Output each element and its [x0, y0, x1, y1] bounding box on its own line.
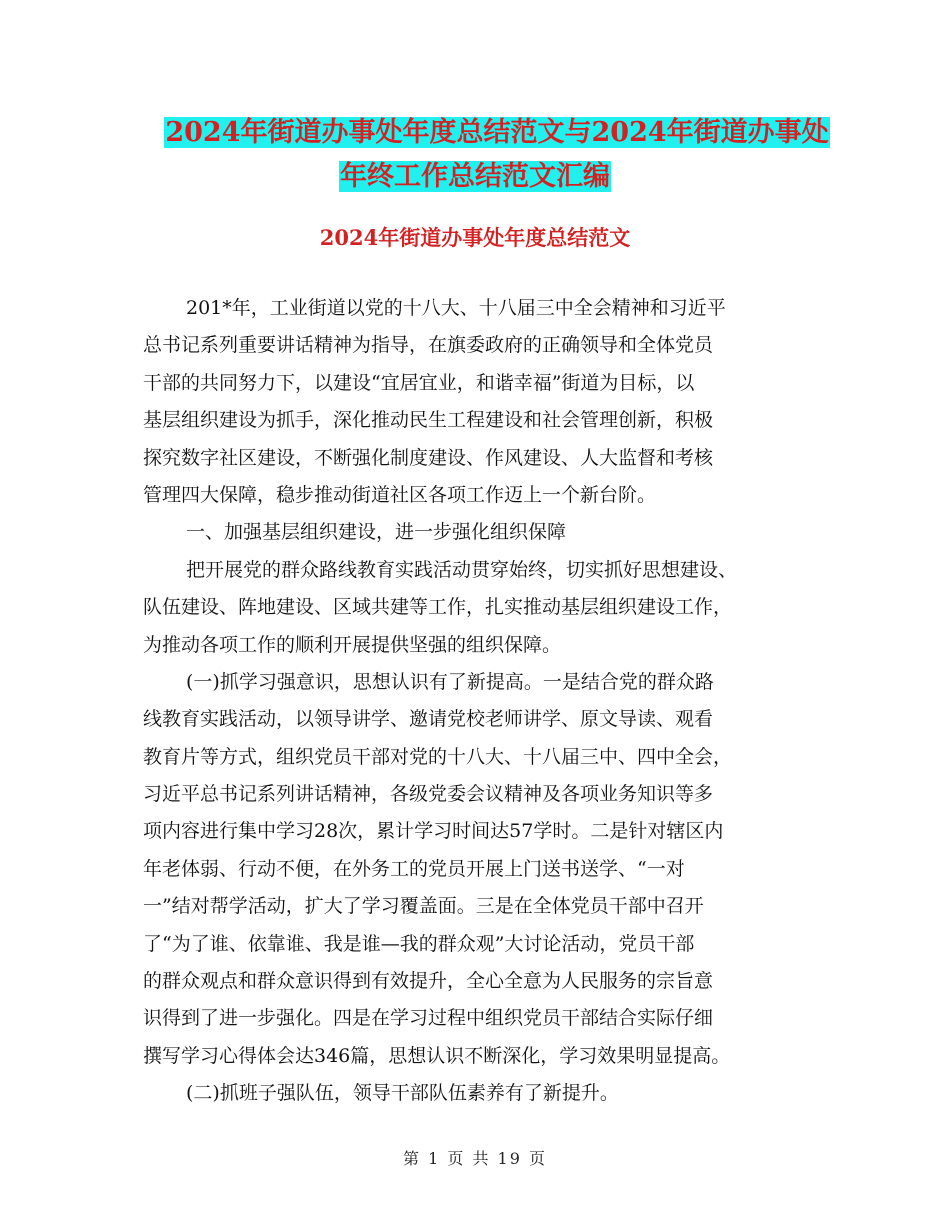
body-line: 了“为了谁、依靠谁、我是谁—我的群众观”大讨论活动，党员干部 — [143, 932, 695, 955]
body-line: 的群众观点和群众意识得到有效提升，全心全意为人民服务的宗旨意 — [143, 970, 714, 993]
document-title-line-1 — [22, 108, 950, 157]
body-line: 干部的共同努力下，以建设“宜居宜业，和谐幸福”街道为目标，以 — [143, 371, 695, 394]
body-line: 识得到了进一步强化。四是在学习过程中组织党员干部结合实际仔细 — [143, 1007, 714, 1030]
title-highlight-1: 2024年街道办事处年度总结范文与2024年街道办事处 — [165, 117, 829, 148]
body-line: 习近平总书记系列讲话精神，各级党委会议精神及各项业务知识等多 — [143, 783, 714, 806]
body-line: 201*年，工业街道以党的十八大、十八届三中全会精神和习近平 — [186, 297, 726, 319]
body-line: 一、加强基层组织建设，进一步强化组织保障 — [186, 521, 567, 544]
body-line: 把开展党的群众路线教育实践活动贯穿始终，切实抓好思想建设、 — [186, 558, 738, 581]
document-title-line-2 — [0, 152, 950, 201]
body-text — [143, 290, 833, 1113]
body-line: 撰写学习心得体会达346篇，思想认识不断深化，学习效果明显提高。 — [143, 1044, 731, 1067]
body-line: 队伍建设、阵地建设、区域共建等工作，扎实推动基层组织建设工作， — [143, 596, 733, 619]
body-line: 探究数字社区建设，不断强化制度建设、作风建设、人大监督和考核 — [143, 446, 714, 469]
body-line: (二)抓班子强队伍，领导干部队伍素养有了新提升。 — [186, 1082, 619, 1105]
body-line: 一”结对帮学活动，扩大了学习覆盖面。三是在全体党员干部中召开 — [143, 895, 704, 918]
body-line: (一)抓学习强意识，思想认识有了新提高。一是结合党的群众路 — [186, 670, 714, 693]
body-line: 为推动各项工作的顺利开展提供坚强的组织保障。 — [143, 633, 562, 656]
page-footer: 第 1 页 共 19 页 — [403, 1149, 547, 1168]
body-line: 基层组织建设为抓手，深化推动民生工程建设和社会管理创新，积极 — [143, 409, 714, 432]
body-line: 年老体弱、行动不便，在外务工的党员开展上门送书送学、“一对 — [143, 857, 685, 880]
body-line: 总书记系列重要讲话精神为指导，在旗委政府的正确领导和全体党员 — [143, 334, 714, 357]
title-highlight-2: 年终工作总结范文汇编 — [340, 161, 610, 192]
section-title: 2024年街道办事处年度总结范文 — [319, 225, 631, 250]
body-line: 项内容进行集中学习28次，累计学习时间达57学时。二是针对辖区内 — [143, 820, 724, 843]
body-line: 管理四大保障，稳步推动街道社区各项工作迈上一个新台阶。 — [143, 483, 657, 506]
body-line: 线教育实践活动，以领导讲学、邀请党校老师讲学、原文导读、观看 — [143, 708, 714, 731]
body-line: 教育片等方式，组织党员干部对党的十八大、十八届三中、四中全会， — [143, 745, 733, 768]
